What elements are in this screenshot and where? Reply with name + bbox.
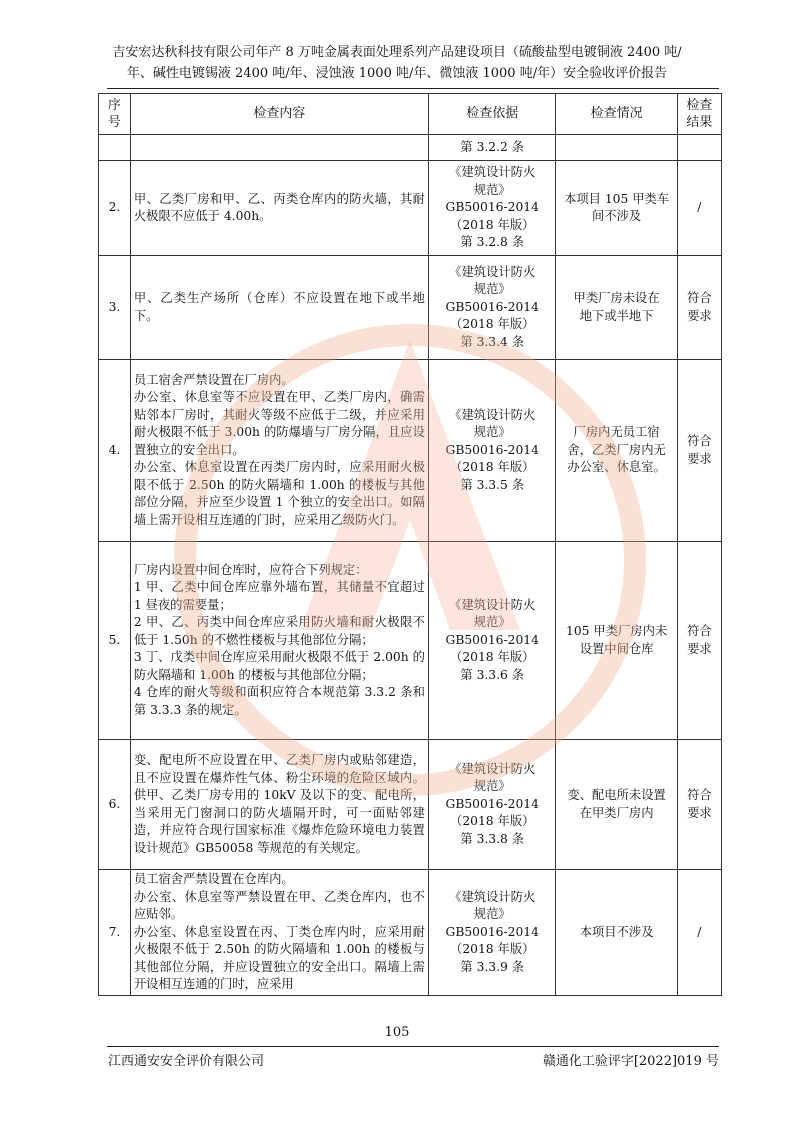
inspection-basis-line: GB50016-2014: [445, 796, 539, 811]
col-header-content: 检查内容: [130, 94, 428, 135]
inspection-content-line: 厂房内设置中间仓库时，应符合下列规定：: [133, 562, 368, 577]
inspection-result-line: /: [697, 924, 702, 939]
inspection-status: [556, 740, 677, 870]
inspection-basis-line: 《建筑设计防火: [449, 597, 536, 612]
inspection-basis-line: GB50016-2014: [445, 924, 539, 939]
table-row: [99, 135, 722, 161]
inspection-result: [677, 542, 721, 740]
inspection-result: [677, 870, 721, 996]
inspection-content-line: 甲、乙类厂房和甲、乙、丙类仓库内的防火墙，其耐火极限不应低于 4.00h。: [133, 191, 425, 223]
inspection-result-line: 符合: [687, 291, 712, 305]
inspection-result-line: 符合: [687, 434, 712, 448]
inspection-result: [677, 161, 721, 256]
header-divider: [107, 88, 719, 89]
footer-document-code: 赣通化工验评字[2022]019 号: [542, 1054, 719, 1069]
inspection-basis-line: 《建筑设计防火: [449, 761, 536, 776]
inspection-status-line: 设置中间仓库: [579, 641, 654, 656]
inspection-status: [556, 870, 677, 996]
inspection-basis-line: 《建筑设计防火: [449, 165, 536, 180]
inspection-basis: [428, 740, 555, 870]
row-number: 7.: [99, 870, 131, 996]
inspection-basis: [428, 542, 555, 740]
row-number: 6.: [99, 740, 131, 870]
inspection-basis-line: 第 3.3.6 条: [460, 667, 525, 682]
inspection-basis-line: （2018 年版）: [450, 217, 535, 232]
inspection-basis-line: GB50016-2014: [445, 632, 539, 647]
report-header-line1: 吉安宏达秋科技有限公司年产 8 万吨金属表面处理系列产品建设项目（硫酸盐型电镀铜液 2400 吨/: [112, 45, 682, 60]
inspection-basis: [428, 161, 555, 256]
inspection-basis-line: 第 3.2.2 条: [460, 139, 525, 154]
inspection-content-line: 甲、乙类生产场所（仓库）不应设置在地下或半地下。: [133, 291, 425, 323]
inspection-result-line: 要求: [687, 805, 712, 820]
inspection-content-line: 2 甲、乙、丙类中间仓库应采用防火墙和耐火极限不低于 1.50h 的不燃性楼板与其他部位分隔；: [133, 615, 425, 647]
inspection-basis-line: 第 3.3.9 条: [460, 959, 525, 974]
table-row: [99, 740, 722, 870]
inspection-status: [556, 135, 677, 161]
row-number: 2.: [99, 161, 131, 256]
row-number: 4.: [99, 360, 131, 542]
inspection-status-line: 办公室、休息室。: [567, 460, 666, 475]
inspection-basis-line: 规范》: [473, 907, 511, 922]
footer-company: 江西通安安全评价有限公司: [108, 1054, 265, 1069]
inspection-status-line: 地下或半地下: [579, 308, 654, 323]
inspection-content: [130, 542, 428, 740]
row-number: 3.: [99, 256, 131, 360]
inspection-basis-line: （2018 年版）: [450, 814, 535, 829]
inspection-basis-line: 《建筑设计防火: [449, 889, 536, 904]
inspection-basis-line: 规范》: [473, 182, 511, 197]
inspection-basis-line: 第 3.3.5 条: [460, 477, 525, 492]
page-number: 105: [384, 1025, 410, 1040]
inspection-basis: [428, 870, 555, 996]
row-number: 5.: [99, 542, 131, 740]
inspection-basis-line: 第 3.3.4 条: [460, 334, 525, 349]
inspection-content: [130, 740, 428, 870]
inspection-content: [130, 870, 428, 996]
inspection-content-line: 4 仓库的耐火等级和面积应符合本规范第 3.3.2 条和第 3.3.3 条的规定。: [133, 685, 425, 717]
inspection-content: [130, 161, 428, 256]
inspection-basis-line: 规范》: [473, 425, 511, 440]
inspection-status: [556, 256, 677, 360]
inspection-status-line: 本项目不涉及: [579, 924, 654, 939]
report-header: [0, 42, 794, 84]
inspection-status: [556, 542, 677, 740]
inspection-content-line: 1 甲、乙类中间仓库应靠外墙布置，其储量不宜超过 1 昼夜的需要量；: [133, 580, 425, 612]
inspection-basis-line: 规范》: [473, 282, 511, 297]
inspection-table: [98, 93, 722, 996]
col-header-result: 检查 结果: [677, 94, 721, 135]
inspection-basis-line: 第 3.2.8 条: [460, 235, 525, 250]
inspection-content-line: 办公室、休息室等不应设置在甲、乙类厂房内，确需贴邻本厂房时，其耐火等级不应低于二级，并应采用耐火极限不低于 3.00h 的防爆墙与厂房分隔，且应设置独立的安全出口。: [133, 390, 425, 457]
inspection-basis: [428, 360, 555, 542]
inspection-content-line: 员工宿舍严禁设置在厂房内。: [133, 372, 294, 387]
inspection-basis-line: 规范》: [473, 779, 511, 794]
table-row: [99, 360, 722, 542]
inspection-content: [130, 360, 428, 542]
inspection-basis-line: 第 3.3.8 条: [460, 831, 525, 846]
inspection-status-line: 间不涉及: [592, 209, 642, 223]
inspection-status-line: 变、配电所未设置: [567, 788, 666, 802]
inspection-status-line: 本项目 105 甲类车: [564, 191, 670, 206]
inspection-basis-line: 《建筑设计防火: [449, 407, 536, 422]
table-row: [99, 542, 722, 740]
table-row: [99, 256, 722, 360]
inspection-content-line: 变、配电所不应设置在甲、乙类厂房内或贴邻建造，且不应设置在爆炸性气体、粉尘环境的危险区域内。供甲、乙类厂房专用的 10kV 及以下的变、配电所，当采用无门窗洞口的防火墙隔开时，可一面贴邻建造，并应符合现行国家标准《爆炸危险环境电力装置设计规范》GB50058 等规范的有关规定。: [133, 753, 425, 855]
inspection-result: [677, 135, 721, 161]
inspection-basis-line: 《建筑设计防火: [449, 264, 536, 279]
inspection-basis-line: （2018 年版）: [450, 942, 535, 957]
inspection-content-line: 员工宿舍严禁设置在仓库内。: [133, 872, 294, 887]
inspection-basis-line: （2018 年版）: [450, 650, 535, 665]
inspection-result-line: /: [697, 200, 702, 215]
inspection-content-line: 办公室、休息室设置在丙类厂房内时，应采用耐火极限不低于 2.50h 的防火隔墙和 1.00h 的楼板与其他部位分隔，并应至少设置 1 个独立的安全出口。如隔墙上需开设相互连通的门时，应采用乙级防火门。: [133, 460, 425, 527]
inspection-result-line: 要求: [687, 451, 712, 466]
inspection-result-line: 符合: [687, 624, 712, 638]
table-row: [99, 870, 722, 996]
inspection-basis-line: （2018 年版）: [450, 460, 535, 475]
inspection-status-line: 在甲类厂房内: [579, 805, 654, 820]
report-header-line2: 年、碱性电镀锡液 2400 吨/年、浸蚀液 1000 吨/年、微蚀液 1000 吨/年）安全验收评价报告: [126, 66, 668, 81]
inspection-basis-line: GB50016-2014: [445, 200, 539, 215]
inspection-content: [130, 135, 428, 161]
inspection-result-line: 要求: [687, 641, 712, 656]
table-header-row: [99, 94, 722, 135]
table-row: [99, 161, 722, 256]
footer-divider: [107, 1046, 719, 1047]
inspection-basis-line: （2018 年版）: [450, 317, 535, 332]
inspection-result-line: 要求: [687, 308, 712, 323]
inspection-result: [677, 256, 721, 360]
inspection-status-line: 105 甲类厂房内未: [566, 624, 668, 638]
col-header-no: 序 号: [99, 94, 131, 135]
inspection-basis: [428, 135, 555, 161]
inspection-status-line: 甲类厂房未设在: [573, 291, 660, 305]
inspection-basis: [428, 256, 555, 360]
inspection-content: [130, 256, 428, 360]
inspection-basis-line: GB50016-2014: [445, 299, 539, 314]
inspection-content-line: 3 丁、戊类中间仓库应采用耐火极限不低于 2.00h 的防火隔墙和 1.00h 的楼板与其他部位分隔；: [133, 650, 425, 682]
col-header-basis: 检查依据: [428, 94, 555, 135]
inspection-basis-line: GB50016-2014: [445, 442, 539, 457]
inspection-result-line: 符合: [687, 788, 712, 802]
col-header-status: 检查情况: [556, 94, 677, 135]
inspection-status: [556, 360, 677, 542]
inspection-status: [556, 161, 677, 256]
row-number: [99, 135, 131, 161]
inspection-content-line: 办公室、休息室设置在丙、丁类仓库内时，应采用耐火极限不低于 2.50h 的防火隔墙和 1.00h 的楼板与其他部位分隔，并应设置独立的安全出口。隔墙上需开设相互连通的门时，应采用: [133, 924, 425, 992]
inspection-result: [677, 360, 721, 542]
inspection-result: [677, 740, 721, 870]
inspection-content-line: 办公室、休息室等严禁设置在甲、乙类仓库内，也不应贴邻。: [133, 889, 425, 922]
inspection-basis-line: 规范》: [473, 615, 511, 630]
inspection-status-line: 舍，乙类厂房内无: [567, 442, 666, 457]
inspection-status-line: 厂房内无员工宿: [573, 425, 660, 440]
